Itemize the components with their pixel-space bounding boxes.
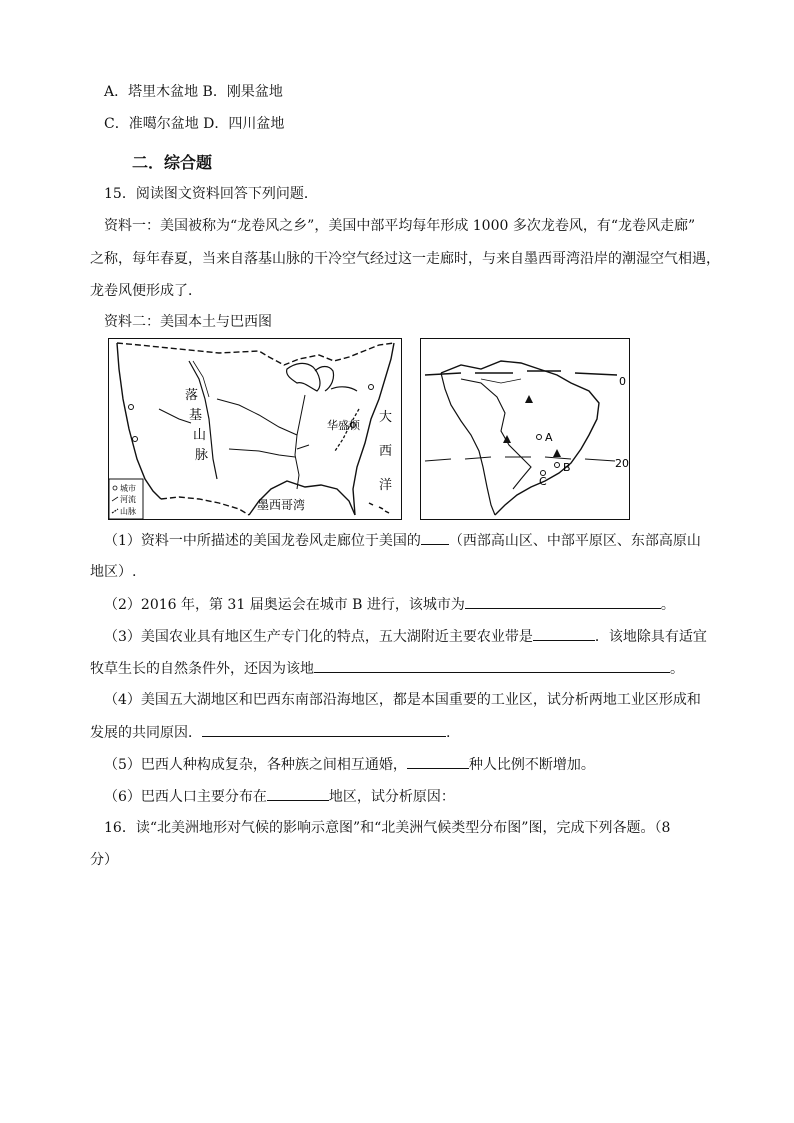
- q15-sub2: （2）2016 年，第 31 届奥运会在城市 B 进行，该城市为 。: [104, 594, 675, 615]
- q15-sub4-line1: （4）美国五大湖地区和巴西东南部沿海地区，都是本国重要的工业区，试分析两地工业区形成和: [104, 692, 701, 708]
- usa-label-rocky-3: 山: [193, 428, 207, 443]
- q15-sub1-blank[interactable]: [421, 530, 449, 545]
- q15-sub5: （5）巴西人种构成复杂，各种族之间相互通婚， 种人比例不断增加。: [104, 754, 595, 775]
- usa-legend-river: 河流: [120, 495, 136, 504]
- q15-sub6-blank[interactable]: [267, 786, 329, 801]
- option-cd: C．准噶尔盆地 D．四川盆地: [104, 116, 285, 132]
- brazil-label-city-b: B: [563, 461, 571, 474]
- brazil-map: [420, 338, 630, 520]
- brazil-label-lat20: 20: [615, 457, 629, 470]
- usa-label-rocky-1: 落: [185, 388, 199, 403]
- usa-map: [108, 338, 402, 520]
- q15-material1-line2: 之称，每年春夏，当来自落基山脉的干冷空气经过这一走廊时，与来自墨西哥湾沿岸的潮湿空气相遇，: [90, 251, 720, 267]
- usa-label-rocky-2: 基: [189, 408, 203, 423]
- usa-label-atlantic-3: 洋: [379, 478, 393, 493]
- q15-sub2-blank[interactable]: [465, 594, 661, 609]
- usa-label-gulf: 墨西哥湾: [257, 498, 306, 512]
- q15-sub1-line2: 地区）.: [90, 564, 137, 580]
- brazil-label-lat0: 0: [619, 375, 626, 388]
- brazil-map-drawing: [421, 339, 629, 519]
- q15-sub6: （6）巴西人口主要分布在 地区，试分析原因：: [104, 786, 455, 807]
- q15-material1-line3: 龙卷风便形成了．: [90, 283, 202, 299]
- brazil-label-city-c: C: [539, 475, 547, 488]
- q15-sub3-line2: 牧草生长的自然条件外，还因为该地 。: [90, 658, 684, 679]
- q15-sub5-blank[interactable]: [407, 754, 469, 769]
- q15-material1-line1: 资料一：美国被称为“龙卷风之乡”，美国中部平均每年形成 1000 多次龙卷风，有“龙卷风走廊”: [104, 218, 696, 234]
- brazil-label-city-a: A: [545, 431, 553, 444]
- usa-label-washington: 华盛顿: [327, 419, 360, 432]
- q16-line2: 分）: [90, 852, 118, 868]
- q15-sub1-line1: （1）资料一中所描述的美国龙卷风走廊位于美国的 （西部高山区、中部平原区、东部高原山: [104, 530, 701, 551]
- usa-label-atlantic-2: 西: [379, 444, 393, 459]
- usa-label-rocky-4: 脉: [195, 448, 209, 463]
- usa-map-drawing: [109, 339, 401, 519]
- usa-label-atlantic-1: 大: [379, 410, 393, 425]
- option-ab: A．塔里木盆地 B．刚果盆地: [104, 84, 283, 100]
- q15-stem: 15．阅读图文资料回答下列问题．: [104, 186, 318, 202]
- q15-sub3-blank1[interactable]: [533, 626, 595, 641]
- q15-material2: 资料二：美国本土与巴西图: [104, 314, 272, 330]
- usa-legend-city: 城市: [120, 484, 136, 493]
- q15-sub3-line1: （3）美国农业具有地区生产专门化的特点，五大湖附近主要农业带是 ．该地除具有适宜: [104, 626, 707, 647]
- section-title: 二．综合题: [132, 153, 213, 172]
- q15-sub4-line2: 发展的共同原因． .: [90, 722, 450, 743]
- q15-sub4-blank[interactable]: [202, 722, 446, 737]
- q15-sub3-blank2[interactable]: [314, 658, 670, 673]
- usa-legend-mountain: 山脉: [120, 507, 136, 516]
- q16-line1: 16．读“北美洲地形对气候的影响示意图”和“北美洲气候类型分布图”图，完成下列各题。（8: [104, 820, 671, 836]
